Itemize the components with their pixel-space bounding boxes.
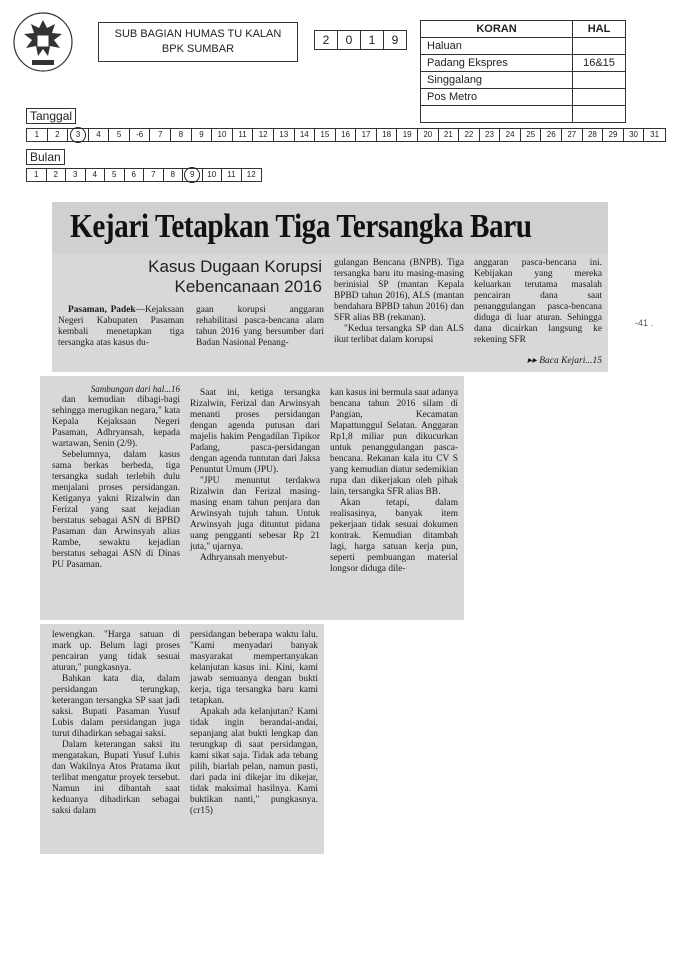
article-column-1 (58, 305, 184, 349)
bulan-cell: 5 (105, 169, 125, 181)
office-line-2: BPK SUMBAR (161, 43, 235, 55)
tanggal-cell: 21 (439, 129, 460, 141)
tanggal-cell: 20 (418, 129, 439, 141)
tanggal-cell: 18 (377, 129, 398, 141)
bulan-cell: 4 (86, 169, 106, 181)
paragraph: —Kejaksaan Negeri Kabupaten Pasaman kembali menetapkan tiga tersangka atas kasus du- (58, 305, 184, 348)
tanggal-cell: 8 (171, 129, 192, 141)
tanggal-cell: 15 (315, 129, 336, 141)
tanggal-cell: 7 (150, 129, 171, 141)
table-row (421, 55, 626, 72)
end-column-2 (190, 630, 318, 817)
article-column-2 (196, 305, 324, 349)
continued-reference: ▸▸ Baca Kejari...15 (527, 356, 602, 366)
bulan-cell: 1 (27, 169, 47, 181)
tanggal-cell: 9 (192, 129, 213, 141)
office-line-1: SUB BAGIAN HUMAS TU KALAN (114, 28, 282, 40)
bulan-cell: 11 (222, 169, 242, 181)
paragraph: Adhryansah menyebut- (200, 553, 288, 563)
year-box (314, 30, 407, 50)
paragraph: Apakah ada kelanjutan? Kami tidak ingin berandai-andai, sepanjang alat bukti lengkap dan terungkap di saat persidangan, kami sikat saja. Tidak ada tebang pilih, biarlah pelan, namun pasti, dari pada ini dikejar itu dikejar, tidak maksimal hasilnya. Kami buktikan nanti," pungkasnya. (cr15) (190, 707, 318, 816)
tanggal-label: Tanggal (26, 108, 76, 124)
dateline: Pasaman, Padek (68, 305, 136, 315)
tanggal-cell: 30 (624, 129, 645, 141)
tanggal-cell: 12 (253, 129, 274, 141)
paragraph: Akan tetapi, dalam realisasinya, banyak item pekerjaan tidak sesuai dokumen kontrak. Kemudian ditambah lagi, harga satuan kerja pun, seperti pembuangan material longsor diduga dile- (330, 498, 458, 574)
tanggal-cell: 19 (397, 129, 418, 141)
newspaper-name (421, 106, 573, 123)
paragraph: persidangan beberapa waktu lalu. "Kami menyadari banyak masyarakat mempertanyakan kelanjutan kasus ini. Kini, kami jawab semuanya dengan bukti kerja, tiga tersangka baru kami tetapkan. (190, 630, 318, 706)
paragraph: gulangan Bencana (BNPB). Tiga tersangka baru itu masing-masing berinisial SP (mantan Kepala BPBD tahun 2016), ALS (mantan bendahara BPBD tahun 2016) dan SFR alias BB (rekanan). (334, 258, 464, 323)
paragraph: gaan korupsi anggaran rehabilitasi pasca-bencana alam tahun 2016 yang bersumber dari Badan Nasional Penang- (196, 305, 324, 348)
bulan-row (26, 168, 262, 182)
paragraph: Dalam keterangan saksi itu mengatakan, Bupati Yusuf Lubis dan Wakilnya Atos Pratama ikut terlibat mengatur proyek tersebut. Namun ini dibantah saat keduanya dihadirkan sebagai saksi dalam (52, 740, 180, 816)
paragraph: Sebelumnya, dalam kasus sama berkas berbeda, tiga tersangka sudah terlebih dulu menjalani proses persidangan. Ketiganya yakni Rizalwin dan Ferizal yang saat kejadian berstatus sebagai ASN di BPBD Pasaman dan Arwinsyah alias Rambe, sewaktu kejadian berstatus sebagai ASN di Dinas PU Pasaman. (52, 450, 180, 570)
tanggal-cell: 14 (295, 129, 316, 141)
margin-mark: -41 . (635, 318, 654, 328)
tanggal-cell: 24 (500, 129, 521, 141)
bulan-cell: 9 (183, 169, 203, 181)
year-digit: 2 (315, 31, 338, 49)
selected-circle-mark (184, 167, 200, 183)
hal-header: HAL (573, 21, 626, 38)
tanggal-cell: 23 (480, 129, 501, 141)
newspaper-name: Pos Metro (421, 89, 573, 106)
paragraph: "Kedua tersangka SP dan ALS ikut terlibat dalam korupsi (334, 324, 464, 345)
tanggal-cell: 4 (89, 129, 110, 141)
paragraph: "JPU menuntut terdakwa Rizalwin dan Ferizal masing-masing enam tahun penjara dan Arwinsyah tujuh tahun. Untuk Arwinsyah juga dituntut pidana uang pengganti sebesar Rp 21 juta," ujarnya. (190, 476, 320, 552)
year-digit: 0 (338, 31, 361, 49)
table-row (421, 89, 626, 106)
tanggal-row (26, 128, 666, 142)
tanggal-cell: 10 (212, 129, 233, 141)
tanggal-cell: 3 (68, 129, 89, 141)
garuda-emblem-logo (12, 8, 74, 78)
newspaper-name: Haluan (421, 38, 573, 55)
year-digit: 9 (391, 33, 399, 47)
newspaper-page: 16&15 (573, 55, 626, 72)
continuation-label: Sambungan dari hal...16 (90, 384, 180, 394)
paragraph: Bahkan kata dia, dalam persidangan terungkap, keterangan tersangka SP saat jadi saksi. Bupati Pasaman Yusuf Lubis dalam persidangan juga turut dihadirkan sebagai saksi. (52, 674, 180, 739)
tanggal-cell: 26 (541, 129, 562, 141)
bulan-cell: 3 (66, 169, 86, 181)
paragraph: lewengkan. "Harga satuan di mark up. Belum lagi proses pencairan yang tidak sesuai aturan," pungkasnya. (52, 630, 180, 673)
tanggal-cell: 1 (27, 129, 48, 141)
paragraph: kan kasus ini bermula saat adanya bencana tahun 2016 silam di Pangian, Kecamatan Mapattunggul Selatan. Anggaran Rp1,8 miliar pun dikucurkan untuk penanggulangan pasca-bencana. Rekanan kala itu CV S yang kemudian diatur sedemikian rupa dan dikerjakan oleh pihak lain, tersangka SFR alias BB. (330, 388, 458, 497)
bulan-cell: 10 (203, 169, 223, 181)
year-digit: 1 (361, 31, 384, 49)
tanggal-cell: 2 (48, 129, 69, 141)
paragraph: dan kemudian dibagi-bagi sehingga merugikan negara," kata Kepala Kejaksaan Negeri Pasaman, Adhryansah, kepada wartawan, Senin (2/9). (52, 395, 180, 449)
tanggal-cell: 29 (603, 129, 624, 141)
newspaper-name: Padang Ekspres (421, 55, 573, 72)
bulan-cell: 12 (246, 170, 256, 179)
table-row (421, 38, 626, 55)
tanggal-cell: 11 (233, 129, 254, 141)
subhead-line-1: Kasus Dugaan Korupsi (148, 257, 322, 276)
bulan-cell: 7 (144, 169, 164, 181)
newspaper-page (573, 106, 626, 123)
tanggal-cell: 13 (274, 129, 295, 141)
tanggal-cell: 25 (521, 129, 542, 141)
bulan-cell: 8 (164, 169, 184, 181)
newspaper-name: Singgalang (421, 72, 573, 89)
table-row (421, 106, 626, 123)
continuation-column-2 (190, 388, 320, 564)
paragraph: anggaran pasca-bencana ini. Kebijakan yang mereka keluarkan terutama masalah pencairan dana saat penanggulangan pasca-bencana diduga di luar aturan. Sehingga dana dicairkan langsung ke rekening SFR (474, 258, 602, 345)
tanggal-cell: 22 (459, 129, 480, 141)
tanggal-cell: 5 (109, 129, 130, 141)
headline: Kejari Tetapkan Tiga Tersangka Baru (70, 208, 532, 245)
subhead-line-2: Kebencanaan 2016 (174, 277, 322, 296)
continuation-column-3 (330, 388, 458, 575)
newspaper-page (573, 38, 626, 55)
selected-circle-mark (70, 127, 86, 143)
table-row (421, 72, 626, 89)
bulan-label: Bulan (26, 149, 65, 165)
subheadline (112, 257, 322, 297)
tanggal-cell: -6 (130, 129, 151, 141)
tanggal-cell: 16 (336, 129, 357, 141)
tanggal-cell: 31 (650, 130, 660, 139)
newspaper-table (420, 20, 626, 123)
tanggal-cell: 17 (356, 129, 377, 141)
end-column-1 (52, 630, 180, 817)
article-column-4 (474, 258, 602, 367)
office-label-box (98, 22, 298, 62)
paragraph: Saat ini, ketiga tersangka Rizalwin, Ferizal dan Arwinsyah menanti proses persidangan dengan agenda putusan dari majelis hakim Pengadilan Tipikor Padang, pasca-persidangan dengan agenda tuntutan dari Jaksa Penuntut Umum (JPU). (190, 388, 320, 475)
tanggal-cell: 28 (583, 129, 604, 141)
newspaper-page (573, 72, 626, 89)
continuation-column-1 (52, 384, 180, 571)
newspaper-page (573, 89, 626, 106)
bulan-cell: 2 (47, 169, 67, 181)
koran-header: KORAN (421, 21, 573, 38)
tanggal-cell: 27 (562, 129, 583, 141)
bulan-cell: 6 (125, 169, 145, 181)
article-column-3 (334, 258, 464, 346)
